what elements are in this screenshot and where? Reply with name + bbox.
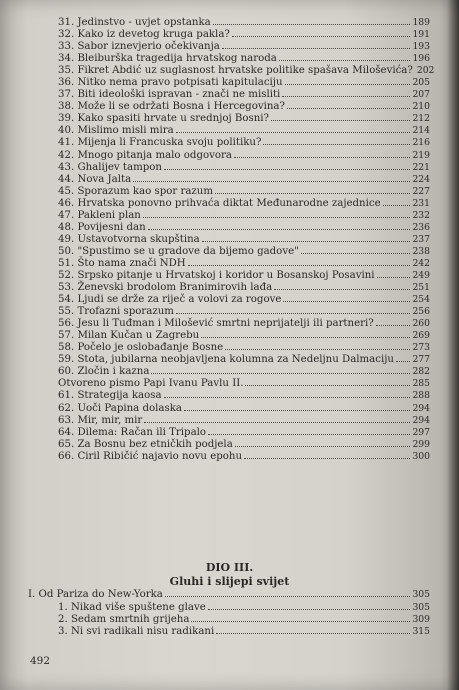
toc-entry <box>58 305 430 317</box>
toc-entry <box>58 293 430 305</box>
toc-entry-page: 205 <box>412 77 430 89</box>
toc-entry-page: 251 <box>412 282 430 294</box>
toc-entry <box>58 52 430 64</box>
toc-entry-title: 45. Sporazum kao spor razum <box>58 185 213 197</box>
toc-entry <box>58 76 430 88</box>
toc-entry-page: 219 <box>412 149 430 161</box>
toc-entry-title: 61. Strategija kaosa <box>58 390 162 402</box>
toc-entry <box>58 136 430 148</box>
leader-dots <box>287 100 411 109</box>
toc-entry <box>58 613 430 625</box>
toc-entry-title: 48. Povijesni dan <box>58 221 146 233</box>
toc-entry <box>58 353 430 365</box>
toc-entry-page: 191 <box>412 29 430 41</box>
toc-entry-page: 214 <box>412 125 430 137</box>
toc-entry-page: 231 <box>412 197 430 209</box>
toc-entry <box>58 317 430 329</box>
leader-dots <box>164 161 410 170</box>
part-heading-page: 305 <box>412 589 430 600</box>
leader-dots <box>263 136 410 145</box>
toc-entry-page: 193 <box>412 41 430 53</box>
toc-entry <box>58 601 430 613</box>
toc-entry <box>58 16 430 28</box>
toc-entry-title: 2. Sedam smrtnih grijeha <box>58 614 190 626</box>
toc-entry-title: Otvoreno pismo Papi Ivanu Pavlu II. <box>58 378 244 390</box>
toc-entry-page: 237 <box>412 233 430 245</box>
toc-entry <box>58 426 430 438</box>
toc-entry <box>58 197 430 209</box>
leader-dots <box>176 305 411 314</box>
toc-entry-title: 51. Što nama znači NDH <box>58 257 186 269</box>
toc-entry <box>58 40 430 52</box>
toc-entry-title: 64. Dilema: Račan ili Tripalo <box>58 426 207 438</box>
toc-entry-title: 33. Sabor iznevjerio očekivanja <box>58 41 220 53</box>
toc-entry <box>58 438 430 450</box>
toc-entry-title: 43. Ghalijev tampon <box>58 161 162 173</box>
toc-entry <box>58 112 430 124</box>
toc-entry-page: 288 <box>412 390 430 402</box>
toc-entry <box>58 209 430 221</box>
toc-entry-title: 37. Biti ideološki ispravan - znači ne misliti <box>58 89 281 101</box>
toc-entry-title: 59. Stota, jubilarna neobjavljena kolumna za Nedeljnu Dalmaciju <box>58 354 394 366</box>
toc-entry-page: 300 <box>412 450 430 462</box>
page-number: 492 <box>30 655 51 667</box>
section-title: DIO III. <box>205 561 254 574</box>
toc-entry <box>58 149 430 161</box>
leader-dots <box>383 197 411 206</box>
leader-dots <box>377 269 411 278</box>
leader-dots <box>232 28 411 37</box>
toc-entry <box>58 221 430 233</box>
toc-entry-title: 58. Počelo je oslobađanje Bosne <box>58 342 224 354</box>
toc-entry-page: 285 <box>412 378 430 390</box>
toc-entry-page: 297 <box>412 426 430 438</box>
toc-entry-title: 35. Fikret Abdić uz suglasnost hrvatske politike spašava Miloševića? <box>58 65 413 77</box>
leader-dots <box>148 221 411 230</box>
toc-entry <box>58 64 435 77</box>
toc-entry-page: 236 <box>412 221 430 233</box>
toc-entry-page: 282 <box>412 366 430 378</box>
leader-dots <box>202 233 411 242</box>
toc-entry-page: 273 <box>412 342 430 354</box>
toc-entry <box>58 414 430 426</box>
toc-entry <box>58 329 430 341</box>
toc-entry-page: 224 <box>412 173 430 185</box>
toc-entry-title: 62. Uoči Papina dolaska <box>58 402 182 414</box>
toc-entry-page: 221 <box>412 161 430 173</box>
toc-entry-title: 56. Jesu li Tuđman i Milošević smrtni neprijatelji ili partneri? <box>58 318 374 330</box>
leader-dots <box>188 257 411 266</box>
toc-entry <box>58 28 430 40</box>
toc-entry-page: 189 <box>412 17 430 28</box>
leader-dots <box>184 402 411 411</box>
toc-entry-page: 305 <box>412 602 430 613</box>
toc-entry-page: 202 <box>416 65 435 77</box>
toc-entry-title: 32. Kako iz devetog kruga pakla? <box>58 29 230 41</box>
toc-entry <box>58 257 430 269</box>
toc-entry-page: 254 <box>412 294 430 306</box>
toc-entry <box>58 88 430 100</box>
toc-entry <box>58 402 430 414</box>
toc-entry-title: 34. Bleiburška tragedija hrvatskog naroda <box>58 53 277 65</box>
leader-dots <box>396 353 411 362</box>
toc-entry-page: 249 <box>412 269 430 281</box>
toc-entry-title: 52. Srpsko pitanje u Hrvatskoj i koridor u Bosanskoj Posavini <box>58 269 375 281</box>
toc-entry-page: 294 <box>412 414 430 426</box>
toc-entry-page: 294 <box>412 402 430 414</box>
leader-dots <box>208 426 410 435</box>
toc-entry-page: 212 <box>412 113 430 125</box>
toc-entry-page: 309 <box>412 614 430 626</box>
toc-entry-title: 63. Mir, mir, mir <box>58 414 143 426</box>
toc-entry <box>58 269 430 281</box>
toc-entry-title: 41. Mijenja li Francuska svoju politiku? <box>58 137 262 149</box>
leader-dots <box>274 281 410 290</box>
toc-entry-title: 54. Ljudi se drže za riječ a volovi za rogove <box>58 294 282 306</box>
leader-dots <box>144 414 410 423</box>
leader-dots <box>279 52 411 61</box>
leader-dots <box>234 149 411 158</box>
toc-entry <box>58 281 430 293</box>
part-heading <box>28 588 430 600</box>
toc-entry <box>58 100 430 112</box>
toc-entry-title: 47. Pakleni plan <box>58 209 141 221</box>
toc-entry-title: 39. Kako spasiti hrvate u srednjoj Bosni? <box>58 113 270 125</box>
toc-entry <box>58 185 430 197</box>
toc-entry-title: 42. Mnogo pitanja malo odgovora <box>58 149 232 161</box>
toc-entry-title: 55. Trofazni sporazum <box>58 306 174 318</box>
toc-entry-title: 53. Ženevski brodolom Branimirovih lađa <box>58 282 273 294</box>
toc-entry-title: 66. Ciril Ribičić najavio novu epohu <box>58 450 243 462</box>
leader-dots <box>222 40 411 49</box>
toc-entry <box>58 124 430 136</box>
toc-entry <box>58 365 430 377</box>
leader-dots <box>245 377 410 386</box>
toc-entry-page: 216 <box>412 137 430 149</box>
toc-entry <box>58 161 430 173</box>
leader-dots <box>133 173 410 182</box>
section-subtitle: Gluhi i slijepi svijet <box>169 575 290 588</box>
toc-entry-page: 196 <box>412 53 430 65</box>
part-entries <box>58 601 430 638</box>
toc-entry <box>58 625 430 637</box>
leader-dots <box>283 293 410 302</box>
toc-entry <box>58 341 430 353</box>
leader-dots <box>282 88 410 97</box>
leader-dots <box>376 317 411 326</box>
leader-dots <box>285 76 411 85</box>
leader-dots <box>176 124 411 133</box>
toc-entry-title: 38. Može li se održati Bosna i Hercegovina? <box>58 101 285 113</box>
toc-entry-title: 57. Milan Kučan u Zagrebu <box>58 330 200 342</box>
leader-dots <box>271 112 410 121</box>
toc-entry-title: 60. Zločin i kazna <box>58 366 150 378</box>
leader-dots <box>235 438 411 447</box>
toc-entry <box>58 233 430 245</box>
toc-entry-title: 31. Jedinstvo - uvjet opstanka <box>58 17 211 28</box>
toc-entry-title: 40. Mislimo misli mira <box>58 125 174 137</box>
leader-dots <box>191 613 410 622</box>
leader-dots <box>151 365 410 374</box>
leader-dots <box>143 209 411 218</box>
toc-entry-page: 210 <box>412 101 430 113</box>
toc-entry-page: 315 <box>412 626 430 638</box>
toc-entry-page: 260 <box>412 318 430 330</box>
toc-entry <box>58 245 430 257</box>
toc-entry-page: 242 <box>412 257 430 269</box>
leader-dots <box>213 16 411 25</box>
leader-dots <box>164 389 411 398</box>
leader-dots <box>244 450 410 459</box>
toc-entry-page: 277 <box>412 354 430 366</box>
toc-entry <box>58 173 430 185</box>
toc-entry-title: 49. Ustavotvorna skupština <box>58 233 200 245</box>
toc-entry-page: 207 <box>412 89 430 101</box>
leader-dots <box>215 185 410 194</box>
toc-entry <box>58 450 430 462</box>
table-of-contents <box>58 16 435 462</box>
leader-dots <box>301 245 411 254</box>
toc-entry-title: 65. Za Bosnu bez etničkih podjela <box>58 438 233 450</box>
leader-dots <box>225 341 410 350</box>
toc-entry-title: 46. Hrvatska ponovno prihvaća diktat Međunarodne zajednice <box>58 197 381 209</box>
toc-entry-page: 256 <box>412 306 430 318</box>
toc-entry-title: 3. Ni svi radikali nisu radikani <box>58 626 215 638</box>
toc-entry <box>58 377 430 389</box>
toc-entry-page: 232 <box>412 209 430 221</box>
leader-dots <box>216 625 410 634</box>
toc-entry-title: 50. "Spustimo se u gradove da bijemo gadove" <box>58 245 299 257</box>
part-heading-label: I. Od Pariza do New-Yorka <box>28 589 163 600</box>
toc-entry-title: 1. Nikad više spuštene glave <box>58 602 206 613</box>
toc-entry-page: 227 <box>412 185 430 197</box>
toc-entry-title: 36. Nitko nema pravo potpisati kapitulaciju <box>58 77 283 89</box>
leader-dots <box>165 588 411 597</box>
leader-dots <box>201 329 410 338</box>
toc-entry-page: 238 <box>412 245 430 257</box>
toc-entry-page: 299 <box>412 438 430 450</box>
toc-entry-page: 269 <box>412 330 430 342</box>
leader-dots <box>208 601 411 610</box>
toc-entry <box>58 389 430 401</box>
toc-entry-title: 44. Nova Jalta <box>58 173 132 185</box>
